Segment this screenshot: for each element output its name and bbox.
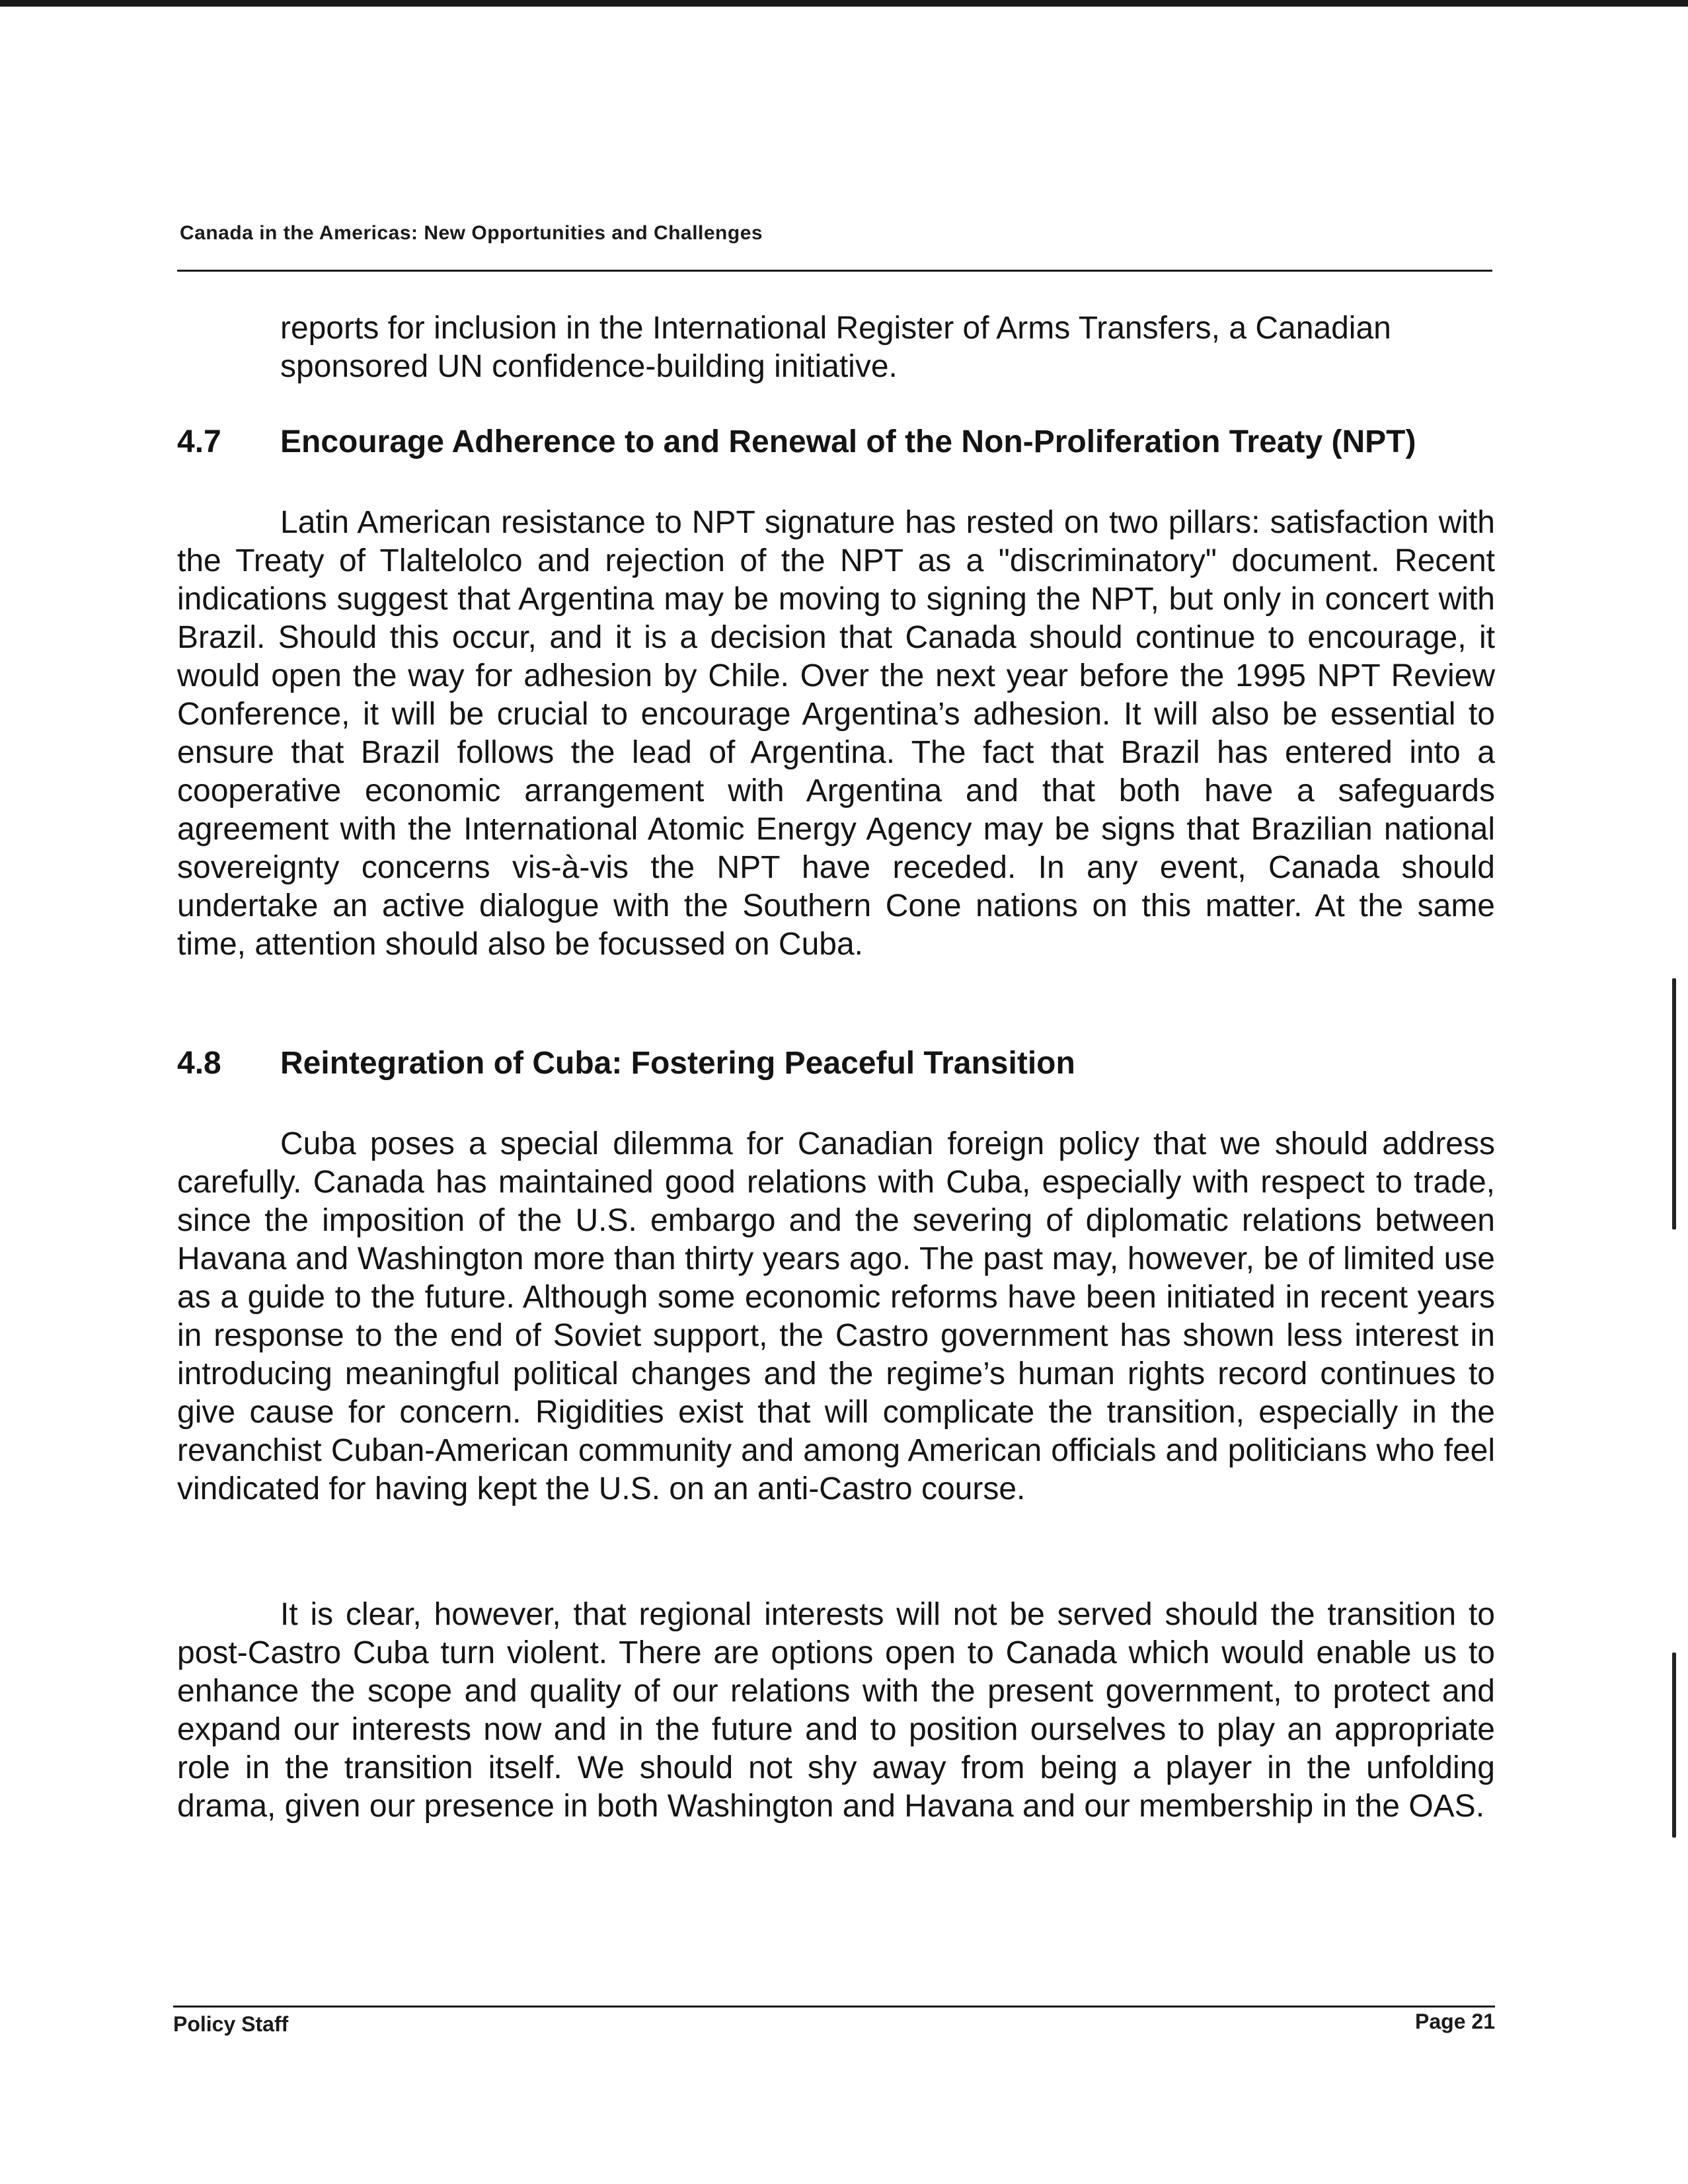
continuation-paragraph: reports for inclusion in the International Register of Arms Transfers, a Canadian sponsored UN confidence-building initiative.: [280, 311, 1391, 384]
section-title: Encourage Adherence to and Renewal of the Non-Proliferation Treaty (NPT): [280, 424, 1416, 459]
section-number: 4.8: [177, 1046, 221, 1081]
header-rule: [177, 270, 1492, 272]
scan-edge-mark: [1672, 1653, 1676, 1838]
scan-edge-mark: [1672, 978, 1676, 1229]
paragraph-cuba-dilemma: Cuba poses a special dilemma for Canadian foreign policy that we should address carefully. Canada has maintained good relations with Cuba, especially with respect to trade, since the imposition of the U.S. embargo and the severing of diplomatic relations between Havana and Washington more than thirty years ago. The past may, however, be of limited use as a guide to the future. Although some economic reforms have been initiated in recent years in response to the end of Soviet support, the Castro government has shown less interest in introducing meaningful political changes and the regime’s human rights record continues to give cause for concern. Rigidities exist that will complicate the transition, especially in the revanchist Cuban-American community and among American officials and politicians who feel vindicated for having kept the U.S. on an anti-Castro course.: [177, 1126, 1495, 1506]
running-header: Canada in the Americas: New Opportunities and Challenges: [180, 222, 763, 244]
footer-author: Policy Staff: [173, 2012, 289, 2036]
section-heading-4-8: [177, 1044, 1075, 1083]
section-heading-4-7: [177, 423, 1416, 461]
paragraph-npt: Latin American resistance to NPT signature has rested on two pillars: satisfaction with the Treaty of Tlaltelolco and rejection of the NPT as a "discriminatory" document. Recent indications suggest that Argentina may be moving to signing the NPT, but only in concert with Brazil. Should this occur, and it is a decision that Canada should continue to encourage, it would open the way for adhesion by Chile. Over the next year before the 1995 NPT Review Conference, it will be crucial to encourage Argentina’s adhesion. It will also be essential to ensure that Brazil follows the lead of Argentina. The fact that Brazil has entered into a cooperative economic arrangement with Argentina and that both have a safeguards agreement with the International Atomic Energy Agency may be signs that Brazilian national sovereignty concerns vis-à-vis the NPT have receded. In any event, Canada should undertake an active dialogue with the Southern Cone nations on this matter. At the same time, attention should also be focussed on Cuba.: [177, 505, 1495, 962]
section-title: Reintegration of Cuba: Fostering Peaceful Transition: [280, 1046, 1075, 1081]
section-number: 4.7: [177, 424, 221, 459]
footer-rule: [173, 2006, 1495, 2008]
page-number: Page 21: [1415, 2009, 1495, 2033]
scan-top-edge: [0, 0, 1688, 7]
paragraph-cuba-transition: It is clear, however, that regional interests will not be served should the transition to post-Castro Cuba turn violent. There are options open to Canada which would enable us to enhance the scope and quality of our relations with the present government, to protect and expand our interests now and in the future and to position ourselves to play an appropriate role in the transition itself. We should not shy away from being a player in the unfolding drama, given our presence in both Washington and Havana and our membership in the OAS.: [177, 1597, 1495, 1824]
